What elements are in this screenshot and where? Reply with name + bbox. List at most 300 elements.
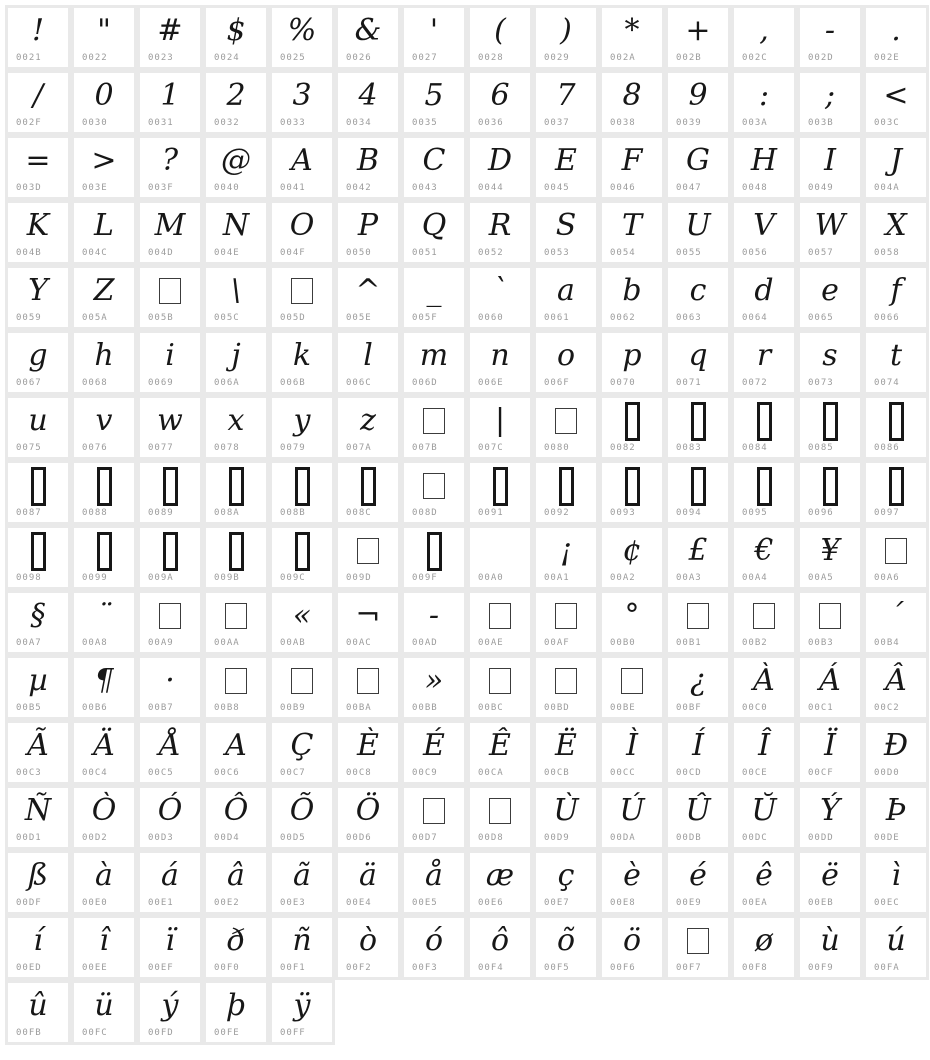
codepoint-label: 00C1 bbox=[808, 703, 834, 713]
glyph: ë bbox=[821, 858, 839, 893]
glyph-cell-00CB[interactable] bbox=[533, 720, 599, 785]
glyph-area bbox=[734, 205, 794, 247]
glyph-cell-00D3[interactable] bbox=[137, 785, 203, 850]
glyph-cell-0096[interactable] bbox=[797, 460, 863, 525]
glyph-cell-00C4[interactable] bbox=[71, 720, 137, 785]
glyph-cell-00CC[interactable] bbox=[599, 720, 665, 785]
glyph-cell-0062[interactable] bbox=[599, 265, 665, 330]
notdef-glyph-box bbox=[97, 532, 112, 571]
glyph-cell-004A[interactable] bbox=[863, 135, 929, 200]
glyph-cell-00BF[interactable] bbox=[665, 655, 731, 720]
glyph-area bbox=[338, 530, 398, 572]
codepoint-label: 00F7 bbox=[676, 963, 702, 973]
glyph-cell-0099[interactable] bbox=[71, 525, 137, 590]
glyph-area bbox=[470, 530, 530, 572]
codepoint-label: 006C bbox=[346, 378, 372, 388]
glyph-cell-002A[interactable] bbox=[599, 5, 665, 70]
glyph: Ö bbox=[355, 793, 381, 828]
glyph-cell-0030[interactable] bbox=[71, 70, 137, 135]
glyph-cell-005A[interactable] bbox=[71, 265, 137, 330]
glyph-cell-00E0[interactable] bbox=[71, 850, 137, 915]
glyph: ú bbox=[886, 923, 906, 958]
glyph: # bbox=[157, 13, 183, 48]
glyph-cell-0043[interactable] bbox=[401, 135, 467, 200]
glyph-area bbox=[338, 10, 398, 52]
glyph-cell-0034[interactable] bbox=[335, 70, 401, 135]
glyph-area bbox=[8, 855, 68, 897]
glyph-area bbox=[602, 855, 662, 897]
glyph-cell-00A7[interactable] bbox=[5, 590, 71, 655]
glyph-cell-00F5[interactable] bbox=[533, 915, 599, 980]
glyph-cell-0055[interactable] bbox=[665, 200, 731, 265]
glyph-area bbox=[536, 140, 596, 182]
glyph-cell-0086[interactable] bbox=[863, 395, 929, 460]
glyph-cell-00A8[interactable] bbox=[71, 590, 137, 655]
glyph-cell-0098[interactable] bbox=[5, 525, 71, 590]
glyph-area bbox=[206, 920, 266, 962]
glyph-cell-003A[interactable] bbox=[731, 70, 797, 135]
glyph-cell-007B[interactable] bbox=[401, 395, 467, 460]
glyph-cell-0066[interactable] bbox=[863, 265, 929, 330]
codepoint-label: 0034 bbox=[346, 118, 372, 128]
glyph-cell-0095[interactable] bbox=[731, 460, 797, 525]
glyph: J bbox=[889, 143, 903, 178]
codepoint-label: 00DA bbox=[610, 833, 636, 843]
glyph-cell-00AA[interactable] bbox=[203, 590, 269, 655]
glyph-cell-0050[interactable] bbox=[335, 200, 401, 265]
codepoint-label: 0093 bbox=[610, 508, 636, 518]
glyph-cell-0052[interactable] bbox=[467, 200, 533, 265]
glyph-cell-0089[interactable] bbox=[137, 460, 203, 525]
glyph-cell-0059[interactable] bbox=[5, 265, 71, 330]
glyph: ø bbox=[754, 923, 774, 958]
glyph-cell-00B7[interactable] bbox=[137, 655, 203, 720]
glyph-cell-0088[interactable] bbox=[71, 460, 137, 525]
glyph-cell-00D6[interactable] bbox=[335, 785, 401, 850]
glyph-cell-005B[interactable] bbox=[137, 265, 203, 330]
codepoint-label: 00F3 bbox=[412, 963, 438, 973]
glyph-cell-0024[interactable] bbox=[203, 5, 269, 70]
glyph-cell-00F6[interactable] bbox=[599, 915, 665, 980]
glyph-area bbox=[470, 465, 530, 507]
glyph-cell-00B0[interactable] bbox=[599, 590, 665, 655]
glyph-cell-00BC[interactable] bbox=[467, 655, 533, 720]
glyph-cell-006A[interactable] bbox=[203, 330, 269, 395]
glyph-cell-00EB[interactable] bbox=[797, 850, 863, 915]
glyph-cell-0094[interactable] bbox=[665, 460, 731, 525]
glyph-cell-00DB[interactable] bbox=[665, 785, 731, 850]
glyph-area bbox=[866, 335, 926, 377]
glyph-cell-00A0[interactable] bbox=[467, 525, 533, 590]
codepoint-label: 0092 bbox=[544, 508, 570, 518]
glyph-cell-00DA[interactable] bbox=[599, 785, 665, 850]
glyph-cell-00BE[interactable] bbox=[599, 655, 665, 720]
glyph-cell-00B5[interactable] bbox=[5, 655, 71, 720]
glyph-cell-00B9[interactable] bbox=[269, 655, 335, 720]
glyph-cell-0046[interactable] bbox=[599, 135, 665, 200]
glyph-cell-00E3[interactable] bbox=[269, 850, 335, 915]
glyph-cell-00CE[interactable] bbox=[731, 720, 797, 785]
glyph-cell-009D[interactable] bbox=[335, 525, 401, 590]
glyph-cell-003F[interactable] bbox=[137, 135, 203, 200]
glyph-cell-00BD[interactable] bbox=[533, 655, 599, 720]
glyph-cell-00A1[interactable] bbox=[533, 525, 599, 590]
glyph-cell-0054[interactable] bbox=[599, 200, 665, 265]
glyph-cell-00BA[interactable] bbox=[335, 655, 401, 720]
glyph-cell-006F[interactable] bbox=[533, 330, 599, 395]
glyph-cell-00D2[interactable] bbox=[71, 785, 137, 850]
glyph: B bbox=[356, 143, 380, 178]
notdef-glyph-box bbox=[559, 467, 574, 506]
glyph-cell-003B[interactable] bbox=[797, 70, 863, 135]
glyph-cell-0051[interactable] bbox=[401, 200, 467, 265]
glyph-cell-0092[interactable] bbox=[533, 460, 599, 525]
glyph-area bbox=[74, 335, 134, 377]
glyph-area bbox=[272, 10, 332, 52]
glyph-cell-00B1[interactable] bbox=[665, 590, 731, 655]
glyph-cell-00C7[interactable] bbox=[269, 720, 335, 785]
glyph-cell-00E2[interactable] bbox=[203, 850, 269, 915]
glyph: Ó bbox=[157, 793, 183, 828]
glyph-cell-00CA[interactable] bbox=[467, 720, 533, 785]
codepoint-label: 0095 bbox=[742, 508, 768, 518]
glyph-cell-00C0[interactable] bbox=[731, 655, 797, 720]
glyph-cell-0087[interactable] bbox=[5, 460, 71, 525]
glyph-cell-00FD[interactable] bbox=[137, 980, 203, 1045]
glyph-cell-002C[interactable] bbox=[731, 5, 797, 70]
glyph-cell-0083[interactable] bbox=[665, 395, 731, 460]
missing-glyph-box bbox=[357, 668, 379, 694]
glyph-cell-0061[interactable] bbox=[533, 265, 599, 330]
glyph-area bbox=[404, 140, 464, 182]
glyph-cell-00DC[interactable] bbox=[731, 785, 797, 850]
glyph-cell-00FE[interactable] bbox=[203, 980, 269, 1045]
glyph-cell-003D[interactable] bbox=[5, 135, 71, 200]
glyph-cell-004B[interactable] bbox=[5, 200, 71, 265]
codepoint-label: 005A bbox=[82, 313, 108, 323]
glyph-cell-0069[interactable] bbox=[137, 330, 203, 395]
glyph-cell-0065[interactable] bbox=[797, 265, 863, 330]
glyph-cell-00CD[interactable] bbox=[665, 720, 731, 785]
glyph-cell-0045[interactable] bbox=[533, 135, 599, 200]
glyph-cell-0076[interactable] bbox=[71, 395, 137, 460]
glyph-cell-00E9[interactable] bbox=[665, 850, 731, 915]
glyph-cell-009A[interactable] bbox=[137, 525, 203, 590]
glyph-cell-00F9[interactable] bbox=[797, 915, 863, 980]
codepoint-label: 0076 bbox=[82, 443, 108, 453]
glyph-cell-0070[interactable] bbox=[599, 330, 665, 395]
glyph-cell-004C[interactable] bbox=[71, 200, 137, 265]
glyph-cell-0021[interactable] bbox=[5, 5, 71, 70]
glyph-cell-00E7[interactable] bbox=[533, 850, 599, 915]
glyph-cell-00AE[interactable] bbox=[467, 590, 533, 655]
glyph-area bbox=[272, 660, 332, 702]
glyph-cell-0056[interactable] bbox=[731, 200, 797, 265]
glyph-cell-0053[interactable] bbox=[533, 200, 599, 265]
glyph-cell-0027[interactable] bbox=[401, 5, 467, 70]
glyph-cell-0037[interactable] bbox=[533, 70, 599, 135]
glyph-area bbox=[272, 985, 332, 1027]
glyph-cell-00AF[interactable] bbox=[533, 590, 599, 655]
glyph-cell-004D[interactable] bbox=[137, 200, 203, 265]
glyph-cell-00B3[interactable] bbox=[797, 590, 863, 655]
glyph: í bbox=[33, 923, 43, 958]
glyph-cell-00FB[interactable] bbox=[5, 980, 71, 1045]
glyph-cell-00B2[interactable] bbox=[731, 590, 797, 655]
glyph-cell-0085[interactable] bbox=[797, 395, 863, 460]
glyph-area bbox=[866, 855, 926, 897]
glyph-cell-002F[interactable] bbox=[5, 70, 71, 135]
glyph-cell-0036[interactable] bbox=[467, 70, 533, 135]
glyph-cell-0038[interactable] bbox=[599, 70, 665, 135]
glyph-cell-0074[interactable] bbox=[863, 330, 929, 395]
glyph-cell-006E[interactable] bbox=[467, 330, 533, 395]
glyph-cell-002B[interactable] bbox=[665, 5, 731, 70]
glyph-cell-009F[interactable] bbox=[401, 525, 467, 590]
glyph-cell-002E[interactable] bbox=[863, 5, 929, 70]
glyph-cell-006C[interactable] bbox=[335, 330, 401, 395]
glyph: â bbox=[227, 858, 245, 893]
glyph-cell-00F2[interactable] bbox=[335, 915, 401, 980]
glyph-cell-0093[interactable] bbox=[599, 460, 665, 525]
glyph-cell-00AD[interactable] bbox=[401, 590, 467, 655]
glyph-cell-0082[interactable] bbox=[599, 395, 665, 460]
codepoint-label: 0060 bbox=[478, 313, 504, 323]
codepoint-label: 00E7 bbox=[544, 898, 570, 908]
glyph-cell-004F[interactable] bbox=[269, 200, 335, 265]
notdef-glyph-box bbox=[757, 402, 772, 441]
glyph-area bbox=[338, 75, 398, 117]
glyph-cell-00F8[interactable] bbox=[731, 915, 797, 980]
glyph-area bbox=[338, 465, 398, 507]
glyph-cell-008A[interactable] bbox=[203, 460, 269, 525]
codepoint-label: 0036 bbox=[478, 118, 504, 128]
glyph-cell-0097[interactable] bbox=[863, 460, 929, 525]
glyph-cell-0033[interactable] bbox=[269, 70, 335, 135]
glyph-cell-00E4[interactable] bbox=[335, 850, 401, 915]
glyph-cell-0084[interactable] bbox=[731, 395, 797, 460]
glyph: ê bbox=[755, 858, 773, 893]
codepoint-label: 003D bbox=[16, 183, 42, 193]
glyph: Ŭ bbox=[751, 793, 777, 828]
missing-glyph-box bbox=[687, 928, 709, 954]
glyph-cell-00C2[interactable] bbox=[863, 655, 929, 720]
glyph-area bbox=[734, 270, 794, 312]
glyph-cell-0028[interactable] bbox=[467, 5, 533, 70]
glyph-cell-007A[interactable] bbox=[335, 395, 401, 460]
glyph-cell-0049[interactable] bbox=[797, 135, 863, 200]
glyph-cell-0071[interactable] bbox=[665, 330, 731, 395]
glyph-cell-0044[interactable] bbox=[467, 135, 533, 200]
glyph-cell-0035[interactable] bbox=[401, 70, 467, 135]
glyph-cell-00F3[interactable] bbox=[401, 915, 467, 980]
glyph-cell-00A3[interactable] bbox=[665, 525, 731, 590]
glyph-cell-00ED[interactable] bbox=[5, 915, 71, 980]
glyph-cell-0023[interactable] bbox=[137, 5, 203, 70]
glyph-cell-008D[interactable] bbox=[401, 460, 467, 525]
glyph: Ð bbox=[883, 728, 909, 763]
glyph-cell-00F4[interactable] bbox=[467, 915, 533, 980]
glyph-cell-008C[interactable] bbox=[335, 460, 401, 525]
codepoint-label: 004C bbox=[82, 248, 108, 258]
glyph: - bbox=[824, 13, 836, 48]
glyph-cell-0064[interactable] bbox=[731, 265, 797, 330]
glyph-cell-00EA[interactable] bbox=[731, 850, 797, 915]
codepoint-label: 0050 bbox=[346, 248, 372, 258]
missing-glyph-box bbox=[159, 603, 181, 629]
glyph-cell-00C3[interactable] bbox=[5, 720, 71, 785]
glyph-cell-00FA[interactable] bbox=[863, 915, 929, 980]
glyph-cell-0060[interactable] bbox=[467, 265, 533, 330]
notdef-glyph-box bbox=[823, 402, 838, 441]
codepoint-label: 00A6 bbox=[874, 573, 900, 583]
glyph-cell-00A4[interactable] bbox=[731, 525, 797, 590]
glyph-area bbox=[404, 205, 464, 247]
glyph-cell-00DE[interactable] bbox=[863, 785, 929, 850]
glyph-area bbox=[734, 790, 794, 832]
glyph-cell-00CF[interactable] bbox=[797, 720, 863, 785]
codepoint-label: 0030 bbox=[82, 118, 108, 128]
glyph-cell-00D5[interactable] bbox=[269, 785, 335, 850]
codepoint-label: 00A7 bbox=[16, 638, 42, 648]
glyph-cell-00AC[interactable] bbox=[335, 590, 401, 655]
glyph-cell-009C[interactable] bbox=[269, 525, 335, 590]
glyph-cell-00C8[interactable] bbox=[335, 720, 401, 785]
glyph-cell-0029[interactable] bbox=[533, 5, 599, 70]
glyph-cell-00BB[interactable] bbox=[401, 655, 467, 720]
glyph: ´ bbox=[888, 598, 904, 633]
glyph-cell-0073[interactable] bbox=[797, 330, 863, 395]
glyph: N bbox=[222, 208, 250, 243]
codepoint-label: 00D7 bbox=[412, 833, 438, 843]
glyph-cell-0075[interactable] bbox=[5, 395, 71, 460]
glyph-cell-00F1[interactable] bbox=[269, 915, 335, 980]
glyph-cell-008B[interactable] bbox=[269, 460, 335, 525]
glyph-cell-00B4[interactable] bbox=[863, 590, 929, 655]
glyph-cell-0039[interactable] bbox=[665, 70, 731, 135]
glyph-cell-0026[interactable] bbox=[335, 5, 401, 70]
glyph-cell-00FC[interactable] bbox=[71, 980, 137, 1045]
codepoint-label: 00F8 bbox=[742, 963, 768, 973]
glyph-cell-00D0[interactable] bbox=[863, 720, 929, 785]
glyph-area bbox=[74, 10, 134, 52]
glyph-cell-00D9[interactable] bbox=[533, 785, 599, 850]
glyph-cell-00D1[interactable] bbox=[5, 785, 71, 850]
glyph-cell-00D4[interactable] bbox=[203, 785, 269, 850]
glyph-cell-0025[interactable] bbox=[269, 5, 335, 70]
glyph-cell-0041[interactable] bbox=[269, 135, 335, 200]
glyph-cell-00A5[interactable] bbox=[797, 525, 863, 590]
glyph-area bbox=[8, 660, 68, 702]
glyph-cell-00D8[interactable] bbox=[467, 785, 533, 850]
glyph-cell-005D[interactable] bbox=[269, 265, 335, 330]
glyph-area bbox=[470, 855, 530, 897]
glyph-area bbox=[272, 530, 332, 572]
codepoint-label: 0037 bbox=[544, 118, 570, 128]
glyph-cell-00C5[interactable] bbox=[137, 720, 203, 785]
glyph-cell-0031[interactable] bbox=[137, 70, 203, 135]
glyph-cell-003C[interactable] bbox=[863, 70, 929, 135]
glyph-cell-0080[interactable] bbox=[533, 395, 599, 460]
glyph-cell-00DD[interactable] bbox=[797, 785, 863, 850]
glyph-cell-0032[interactable] bbox=[203, 70, 269, 135]
glyph: b bbox=[622, 273, 642, 308]
glyph-cell-00C1[interactable] bbox=[797, 655, 863, 720]
glyph-cell-00AB[interactable] bbox=[269, 590, 335, 655]
glyph-cell-0079[interactable] bbox=[269, 395, 335, 460]
notdef-glyph-box bbox=[163, 532, 178, 571]
glyph-cell-00A2[interactable] bbox=[599, 525, 665, 590]
glyph-cell-004E[interactable] bbox=[203, 200, 269, 265]
glyph-cell-0091[interactable] bbox=[467, 460, 533, 525]
glyph-cell-00E1[interactable] bbox=[137, 850, 203, 915]
glyph-cell-0042[interactable] bbox=[335, 135, 401, 200]
glyph-cell-0068[interactable] bbox=[71, 330, 137, 395]
glyph-cell-005C[interactable] bbox=[203, 265, 269, 330]
glyph-cell-0022[interactable] bbox=[71, 5, 137, 70]
glyph-cell-0040[interactable] bbox=[203, 135, 269, 200]
glyph-cell-00DF[interactable] bbox=[5, 850, 71, 915]
glyph-cell-00E6[interactable] bbox=[467, 850, 533, 915]
codepoint-label: 00AE bbox=[478, 638, 504, 648]
glyph-cell-00E5[interactable] bbox=[401, 850, 467, 915]
glyph-cell-00F0[interactable] bbox=[203, 915, 269, 980]
glyph-cell-005E[interactable] bbox=[335, 265, 401, 330]
missing-glyph-box bbox=[819, 603, 841, 629]
glyph-cell-009B[interactable] bbox=[203, 525, 269, 590]
glyph-area bbox=[8, 530, 68, 572]
glyph-cell-0048[interactable] bbox=[731, 135, 797, 200]
glyph-cell-005F[interactable] bbox=[401, 265, 467, 330]
glyph-area bbox=[338, 920, 398, 962]
glyph-cell-0067[interactable] bbox=[5, 330, 71, 395]
glyph-cell-006B[interactable] bbox=[269, 330, 335, 395]
glyph-cell-0078[interactable] bbox=[203, 395, 269, 460]
glyph-cell-0072[interactable] bbox=[731, 330, 797, 395]
glyph-cell-007C[interactable] bbox=[467, 395, 533, 460]
glyph-cell-00D7[interactable] bbox=[401, 785, 467, 850]
glyph: ( bbox=[494, 13, 506, 48]
glyph-cell-0047[interactable] bbox=[665, 135, 731, 200]
glyph-cell-00A6[interactable] bbox=[863, 525, 929, 590]
glyph-cell-00F7[interactable] bbox=[665, 915, 731, 980]
glyph-cell-0058[interactable] bbox=[863, 200, 929, 265]
glyph-cell-00EF[interactable] bbox=[137, 915, 203, 980]
glyph-cell-00E8[interactable] bbox=[599, 850, 665, 915]
codepoint-label: 002D bbox=[808, 53, 834, 63]
glyph-cell-00EC[interactable] bbox=[863, 850, 929, 915]
glyph: 7 bbox=[556, 78, 576, 113]
glyph-cell-00C9[interactable] bbox=[401, 720, 467, 785]
glyph: « bbox=[292, 598, 312, 633]
glyph-cell-002D[interactable] bbox=[797, 5, 863, 70]
glyph-area bbox=[866, 660, 926, 702]
glyph-cell-006D[interactable] bbox=[401, 330, 467, 395]
glyph-cell-00EE[interactable] bbox=[71, 915, 137, 980]
glyph: S bbox=[555, 208, 577, 243]
glyph-cell-0063[interactable] bbox=[665, 265, 731, 330]
codepoint-label: 003A bbox=[742, 118, 768, 128]
glyph-cell-00A9[interactable] bbox=[137, 590, 203, 655]
glyph-cell-00FF[interactable] bbox=[269, 980, 335, 1045]
glyph-cell-00B8[interactable] bbox=[203, 655, 269, 720]
glyph-area bbox=[536, 725, 596, 767]
glyph-cell-00C6[interactable] bbox=[203, 720, 269, 785]
glyph-cell-00B6[interactable] bbox=[71, 655, 137, 720]
glyph-cell-0077[interactable] bbox=[137, 395, 203, 460]
glyph-cell-003E[interactable] bbox=[71, 135, 137, 200]
glyph-cell-0057[interactable] bbox=[797, 200, 863, 265]
